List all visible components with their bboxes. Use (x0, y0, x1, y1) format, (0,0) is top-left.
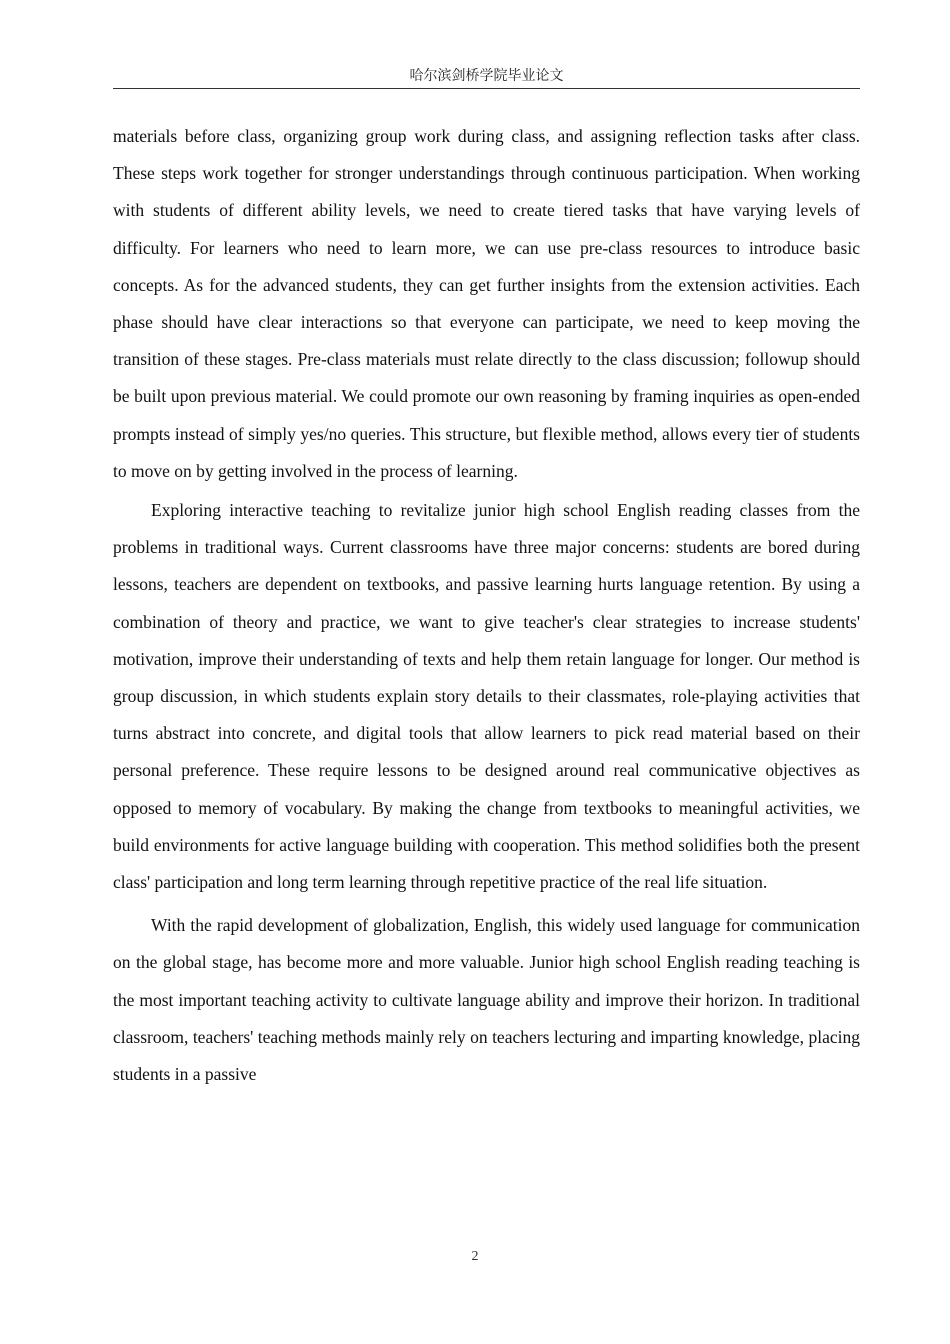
page-number: 2 (471, 1249, 479, 1264)
paragraph-globalization: With the rapid development of globalization, English, this widely used language for communication on the global stage, has become more and more valuable. Junior high school English reading teaching is the most important teaching activity to cultivate language ability and improve their horizon. In traditional classroom, teachers' teaching methods mainly rely on teachers lecturing and imparting knowledge, placing students in a passive (113, 915, 860, 1085)
page-header: 哈尔滨剑桥学院毕业论文 (113, 66, 860, 89)
paragraph-interactive-teaching: Exploring interactive teaching to revitalize junior high school English reading classes from the problems in traditional ways. Current classrooms have three major concerns: students are bored during lessons, teachers are dependent on textbooks, and passive learning hurts language retention. By using a combination of theory and practice, we want to give teacher's clear strategies to increase students' motivation, improve their understanding of texts and help them retain language for longer. Our method is group discussion, in which students explain story details to their classmates, role-playing activities that turns abstract into concrete, and digital tools that allow learners to pick read material based on their personal preference. These require lessons to be designed around real communicative objectives as opposed to memory of vocabulary. By making the change from textbooks to meaningful activities, we build environments for active language building with cooperation. This method solidifies both the present class' participation and long term learning through repetitive practice of the real life situation. (113, 500, 860, 893)
paragraph-continuation: materials before class, organizing group work during class, and assigning reflection tasks after class. These steps work together for stronger understandings through continuous participation. When working with students of different ability levels, we need to create tiered tasks that have varying levels of difficulty. For learners who need to learn more, we can use pre-class resources to introduce basic concepts. As for the advanced students, they can get further insights from the extension activities. Each phase should have clear interactions so that everyone can participate, we need to keep moving the transition of these stages. Pre-class materials must relate directly to the class discussion; followup should be built upon previous material. We could promote our own reasoning by framing inquiries as open-ended prompts instead of simply yes/no queries. This structure, but flexible method, allows every tier of students to move on by getting involved in the process of learning. (113, 126, 860, 481)
document-body (113, 118, 860, 1093)
